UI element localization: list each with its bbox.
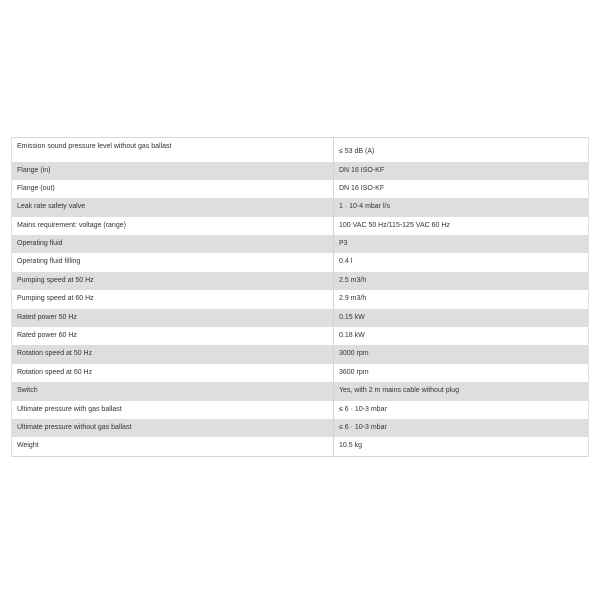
table-row [12,253,588,271]
spec-label: Rated power 50 Hz [12,309,334,327]
spec-label: Leak rate safety valve [12,198,334,216]
spec-label: Ultimate pressure with gas ballast [12,401,334,419]
spec-label: Operating fluid [12,235,334,253]
table-row [12,309,588,327]
table-row [12,235,588,253]
spec-value: Yes, with 2 m mains cable without plug [339,387,459,395]
table-row [12,162,588,180]
table-row [12,180,588,198]
table-row [12,217,588,235]
spec-label: Emission sound pressure level without gas ballast [12,138,334,162]
spec-value: 2.9 m3/h [339,295,367,303]
spec-label: Mains requirement: voltage (range) [12,217,334,235]
table-row [12,345,588,363]
spec-value: 10.5 kg [339,442,362,450]
spec-value: 2.5 m3/h [339,276,367,284]
table-row [12,437,588,455]
table-row [12,401,588,419]
table-row [12,364,588,382]
specifications-table [11,137,589,457]
spec-label: Weight [12,437,334,455]
table-row [12,327,588,345]
spec-value: 3000 rpm [339,350,369,358]
spec-label: Ultimate pressure without gas ballast [12,419,334,437]
spec-value: 0.4 l [339,258,353,266]
spec-label: Flange (out) [12,180,334,198]
spec-value: 0.15 kW [339,313,365,321]
spec-value: ≤ 53 dB (A) [339,148,375,155]
spec-value: DN 16 ISO-KF [339,184,385,192]
spec-label: Rotation speed at 60 Hz [12,364,334,382]
table-row [12,382,588,400]
spec-label: Pumping speed at 60 Hz [12,290,334,308]
table-row [12,272,588,290]
spec-label: Rotation speed at 50 Hz [12,345,334,363]
spec-value: 3600 rpm [339,368,369,376]
spec-label: Flange (in) [12,162,334,180]
spec-value: 100 VAC 50 Hz/115-125 VAC 60 Hz [339,221,450,229]
spec-label: Rated power 60 Hz [12,327,334,345]
table-row [12,138,588,162]
spec-label: Switch [12,382,334,400]
table-row [12,419,588,437]
spec-value: P3 [339,240,348,248]
spec-label: Pumping speed at 50 Hz [12,272,334,290]
spec-value: 0.18 kW [339,332,365,340]
table-row [12,290,588,308]
spec-value: DN 16 ISO-KF [339,166,385,174]
spec-value: ≤ 6 · 10-3 mbar [339,423,387,431]
spec-label: Operating fluid filling [12,253,334,271]
table-row [12,198,588,216]
spec-value: 1 · 10-4 mbar l/s [339,203,390,211]
spec-value: ≤ 6 · 10-3 mbar [339,405,387,413]
